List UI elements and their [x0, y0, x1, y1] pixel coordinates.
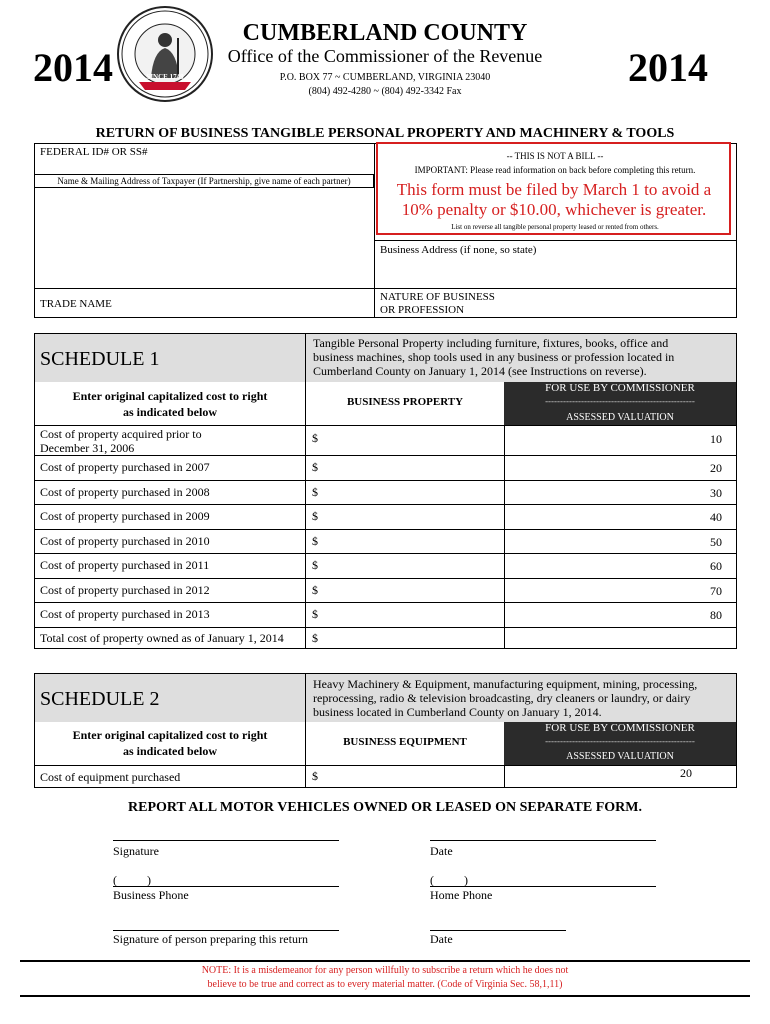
schedule2-description: Heavy Machinery & Equipment, manufacturing equipment, mining, processing, reprocessing, radio & television broadcasting, dry cleaners or laundry, or dairy business located in Cumberland County on January 1, 2014.: [313, 677, 698, 719]
schedule1-description: Tangible Personal Property including furniture, fixtures, books, office and business machines, shop tools used in any business or profession located in Cumberland County on January 1, 2014 (see Instructions on reverse).: [313, 336, 675, 378]
business-address-label: Business Address (if none, so state): [380, 244, 537, 256]
table-row-code: 30: [710, 486, 722, 500]
vehicles-note: REPORT ALL MOTOR VEHICLES OWNED OR LEASED ON SEPARATE FORM.: [128, 800, 642, 815]
home-phone-label: Home Phone: [430, 888, 493, 902]
county-title: CUMBERLAND COUNTY: [242, 20, 528, 46]
office-phones: (804) 492-4280 ~ (804) 492-3342 Fax: [308, 86, 462, 97]
table-row-assessed-field[interactable]: [506, 604, 676, 625]
table-row-assessed-field[interactable]: [506, 428, 676, 453]
seal-since: SINCE 1749: [146, 73, 184, 81]
schedule1-col-head: BUSINESS PROPERTY: [346, 396, 464, 408]
table-row-dollar: $: [312, 558, 318, 572]
table-row-assessed-field[interactable]: [506, 531, 676, 551]
deadline-line2: 10% penalty or $10.00, whichever is greater.: [401, 200, 707, 219]
table-row-code: 80: [710, 608, 722, 622]
not-bill-text: -- THIS IS NOT A BILL --: [506, 151, 604, 161]
schedule2-instructions: Enter original capitalized cost to right as indicated below: [72, 728, 268, 758]
office-address: P.O. BOX 77 ~ CUMBERLAND, VIRGINIA 23040: [279, 72, 491, 83]
date2-label: Date: [430, 932, 453, 946]
table-row-assessed-field[interactable]: [506, 506, 676, 527]
table-row-label: Cost of property purchased in 2011: [40, 558, 210, 572]
table-row-label: Cost of property purchased in 2010: [40, 534, 210, 548]
equipment-label: Cost of equipment purchased: [40, 770, 181, 784]
year-left: 2014: [33, 45, 113, 90]
equipment-assessed-field[interactable]: [505, 767, 736, 787]
date2-field[interactable]: [430, 912, 566, 930]
table-row-cost-input[interactable]: [325, 457, 501, 478]
signature-field[interactable]: [113, 822, 339, 840]
seal-emblem-icon: [119, 8, 211, 100]
name-address-field[interactable]: [38, 190, 370, 288]
table-row-cost-input[interactable]: [325, 428, 501, 453]
deadline-line1: This form must be filed by March 1 to avoid a: [396, 180, 712, 199]
table-row-label: Cost of property purchased in 2007: [40, 460, 210, 474]
list-note: List on reverse all tangible personal property leased or rented from others.: [451, 223, 659, 231]
footer-note-1: NOTE: It is a misdemeanor for any person willfully to subscribe a return which he does not: [201, 965, 569, 976]
table-row-assessed-field[interactable]: [506, 482, 676, 502]
date-label: Date: [430, 844, 453, 858]
total-dollar: $: [312, 631, 318, 645]
table-row-label: Cost of property purchased in 2009: [40, 509, 210, 523]
table-row-cost-input[interactable]: [325, 506, 501, 527]
county-seal: [117, 6, 213, 102]
table-row-dollar: $: [312, 583, 318, 597]
table-row-assessed-field[interactable]: [506, 457, 676, 478]
business-phone-field[interactable]: [160, 870, 339, 886]
form-title: RETURN OF BUSINESS TANGIBLE PERSONAL PROPERTY AND MACHINERY & TOOLS: [95, 126, 675, 141]
nature-label-1: NATURE OF BUSINESS: [380, 291, 495, 303]
table-row-dollar: $: [312, 534, 318, 548]
office-name: Office of the Commissioner of the Revenue: [227, 46, 543, 66]
footer-note-2: believe to be true and correct as to every material matter. (Code of Virginia Sec. 58,1,11): [207, 979, 563, 990]
home-phone-field[interactable]: [478, 870, 656, 886]
federal-id-label: FEDERAL ID# OR SS#: [40, 146, 148, 158]
footer-rule-top: [20, 960, 750, 962]
table-row-code: 10: [710, 432, 722, 446]
home-phone-paren: ( ): [430, 873, 468, 887]
year-right: 2014: [628, 45, 708, 90]
date-field[interactable]: [430, 822, 656, 840]
table-row-code: 20: [710, 461, 722, 475]
table-row-assessed-field[interactable]: [506, 555, 676, 576]
important-text: IMPORTANT: Please read information on back before completing this return.: [414, 165, 696, 175]
table-row-cost-input[interactable]: [325, 555, 501, 576]
table-row-dollar: $: [312, 431, 318, 445]
table-row-cost-input[interactable]: [325, 531, 501, 551]
nature-label-2: OR PROFESSION: [380, 304, 465, 316]
trade-name-label: TRADE NAME: [40, 298, 112, 310]
table-row-code: 50: [710, 535, 722, 549]
business-phone-paren: ( ): [113, 873, 151, 887]
schedule1-title: SCHEDULE 1: [40, 348, 160, 370]
schedule2-col-head: BUSINESS EQUIPMENT: [343, 736, 467, 748]
table-row-dollar: $: [312, 509, 318, 523]
name-address-label: Name & Mailing Address of Taxpayer (If Partnership, give name of each partner): [57, 176, 351, 186]
table-row-label: Cost of property purchased in 2012: [40, 583, 210, 597]
equipment-cost-input[interactable]: [325, 768, 501, 786]
table-row-cost-input[interactable]: [325, 482, 501, 502]
table-row-cost-input[interactable]: [325, 580, 501, 600]
signature-label: Signature: [113, 844, 159, 858]
table-row-label: Cost of property purchased in 2008: [40, 485, 210, 499]
business-phone-label: Business Phone: [113, 888, 189, 902]
table-row-code: 40: [710, 510, 722, 524]
equipment-dollar: $: [312, 769, 318, 783]
table-row-code: 60: [710, 559, 722, 573]
table-row-label: Cost of property acquired prior to December 31, 2006: [40, 427, 202, 455]
footer-rule-bottom: [20, 995, 750, 997]
table-row-label: Cost of property purchased in 2013: [40, 607, 210, 621]
table-row-dollar: $: [312, 485, 318, 499]
total-cost-input[interactable]: [325, 629, 501, 647]
preparer-signature-field[interactable]: [113, 912, 339, 930]
schedule1-instructions: Enter original capitalized cost to right as indicated below: [72, 389, 268, 419]
equipment-code: 20: [680, 766, 692, 780]
table-row-dollar: $: [312, 607, 318, 621]
schedule2-title: SCHEDULE 2: [40, 688, 160, 710]
table-row-cost-input[interactable]: [325, 604, 501, 625]
preparer-label: Signature of person preparing this return: [113, 932, 308, 946]
table-row-assessed-field[interactable]: [506, 580, 676, 600]
total-label: Total cost of property owned as of January 1, 2014: [40, 631, 284, 645]
table-row-code: 70: [710, 584, 722, 598]
table-row-dollar: $: [312, 460, 318, 474]
